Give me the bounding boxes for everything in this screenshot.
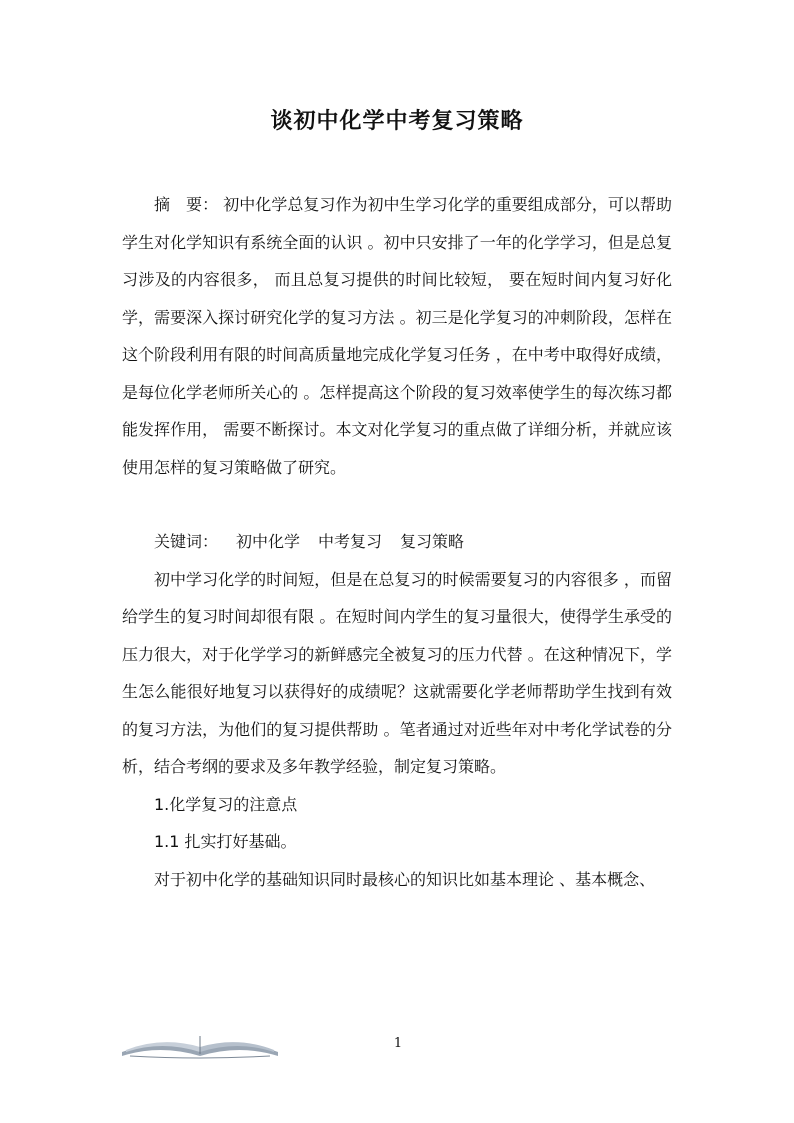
keyword-item: 中考复习	[318, 532, 383, 551]
abstract-text: 初中化学总复习作为初中生学习化学的重要组成部分，可以帮助学生对化学知识有系统全面的认识 。初中只安排了一年的化学学习，但是总复习涉及的内容很多， 而且总复习提供的时间比较短， 要在短时间内复习好化学，需要深入探讨研究化学的复习方法 。初三是化学复习的冲刺阶段，怎样在这个阶段利用有限的时间高质量地完成化学复习任务 ，在中考中取得好成绩，是每位化学老师所关心的 。怎样提高这个阶段的复习效率使学生的每次练习都能发挥作用， 需要不断探讨。本文对化学复习的重点做了详细分析，并就应该使用怎样的复习策略做了研究。	[122, 195, 672, 477]
section-heading: 1.化学复习的注意点	[154, 794, 298, 814]
book-decoration	[120, 1030, 280, 1060]
subsection-paragraph: 对于初中化学的基础知识同时最核心的知识比如基本理论 、基本概念、	[154, 869, 656, 889]
page-number: 1	[393, 1036, 403, 1051]
abstract-paragraph	[122, 186, 672, 486]
spacer	[122, 486, 672, 523]
subsection-heading: 1.1 扎实打好基础。	[154, 832, 297, 851]
keywords-line	[122, 523, 672, 561]
page-title: 谈初中化学中考复习策略	[270, 109, 524, 134]
keywords-label: 关键词：	[154, 532, 219, 551]
keyword-item: 初中化学	[236, 532, 301, 551]
document-body	[122, 186, 672, 898]
intro-paragraph: 初中学习化学的时间短，但是在总复习的时候需要复习的内容很多 ，而留给学生的复习时间却很有限 。在短时间内学生的复习量很大，使得学生承受的压力很大，对于化学学习的新鲜感完全被复习的压力代替 。在这种情况下，学生怎么能很好地复习以获得好的成绩呢？这就需要化学老师帮助学生找到有效的复习方法，为他们的复习提供帮助 。笔者通过对近些年对中考化学试卷的分析，结合考纲的要求及多年教学经验，制定复习策略。	[122, 569, 672, 776]
keyword-item: 复习策略	[400, 532, 465, 551]
abstract-label: 摘 要：	[154, 195, 219, 214]
